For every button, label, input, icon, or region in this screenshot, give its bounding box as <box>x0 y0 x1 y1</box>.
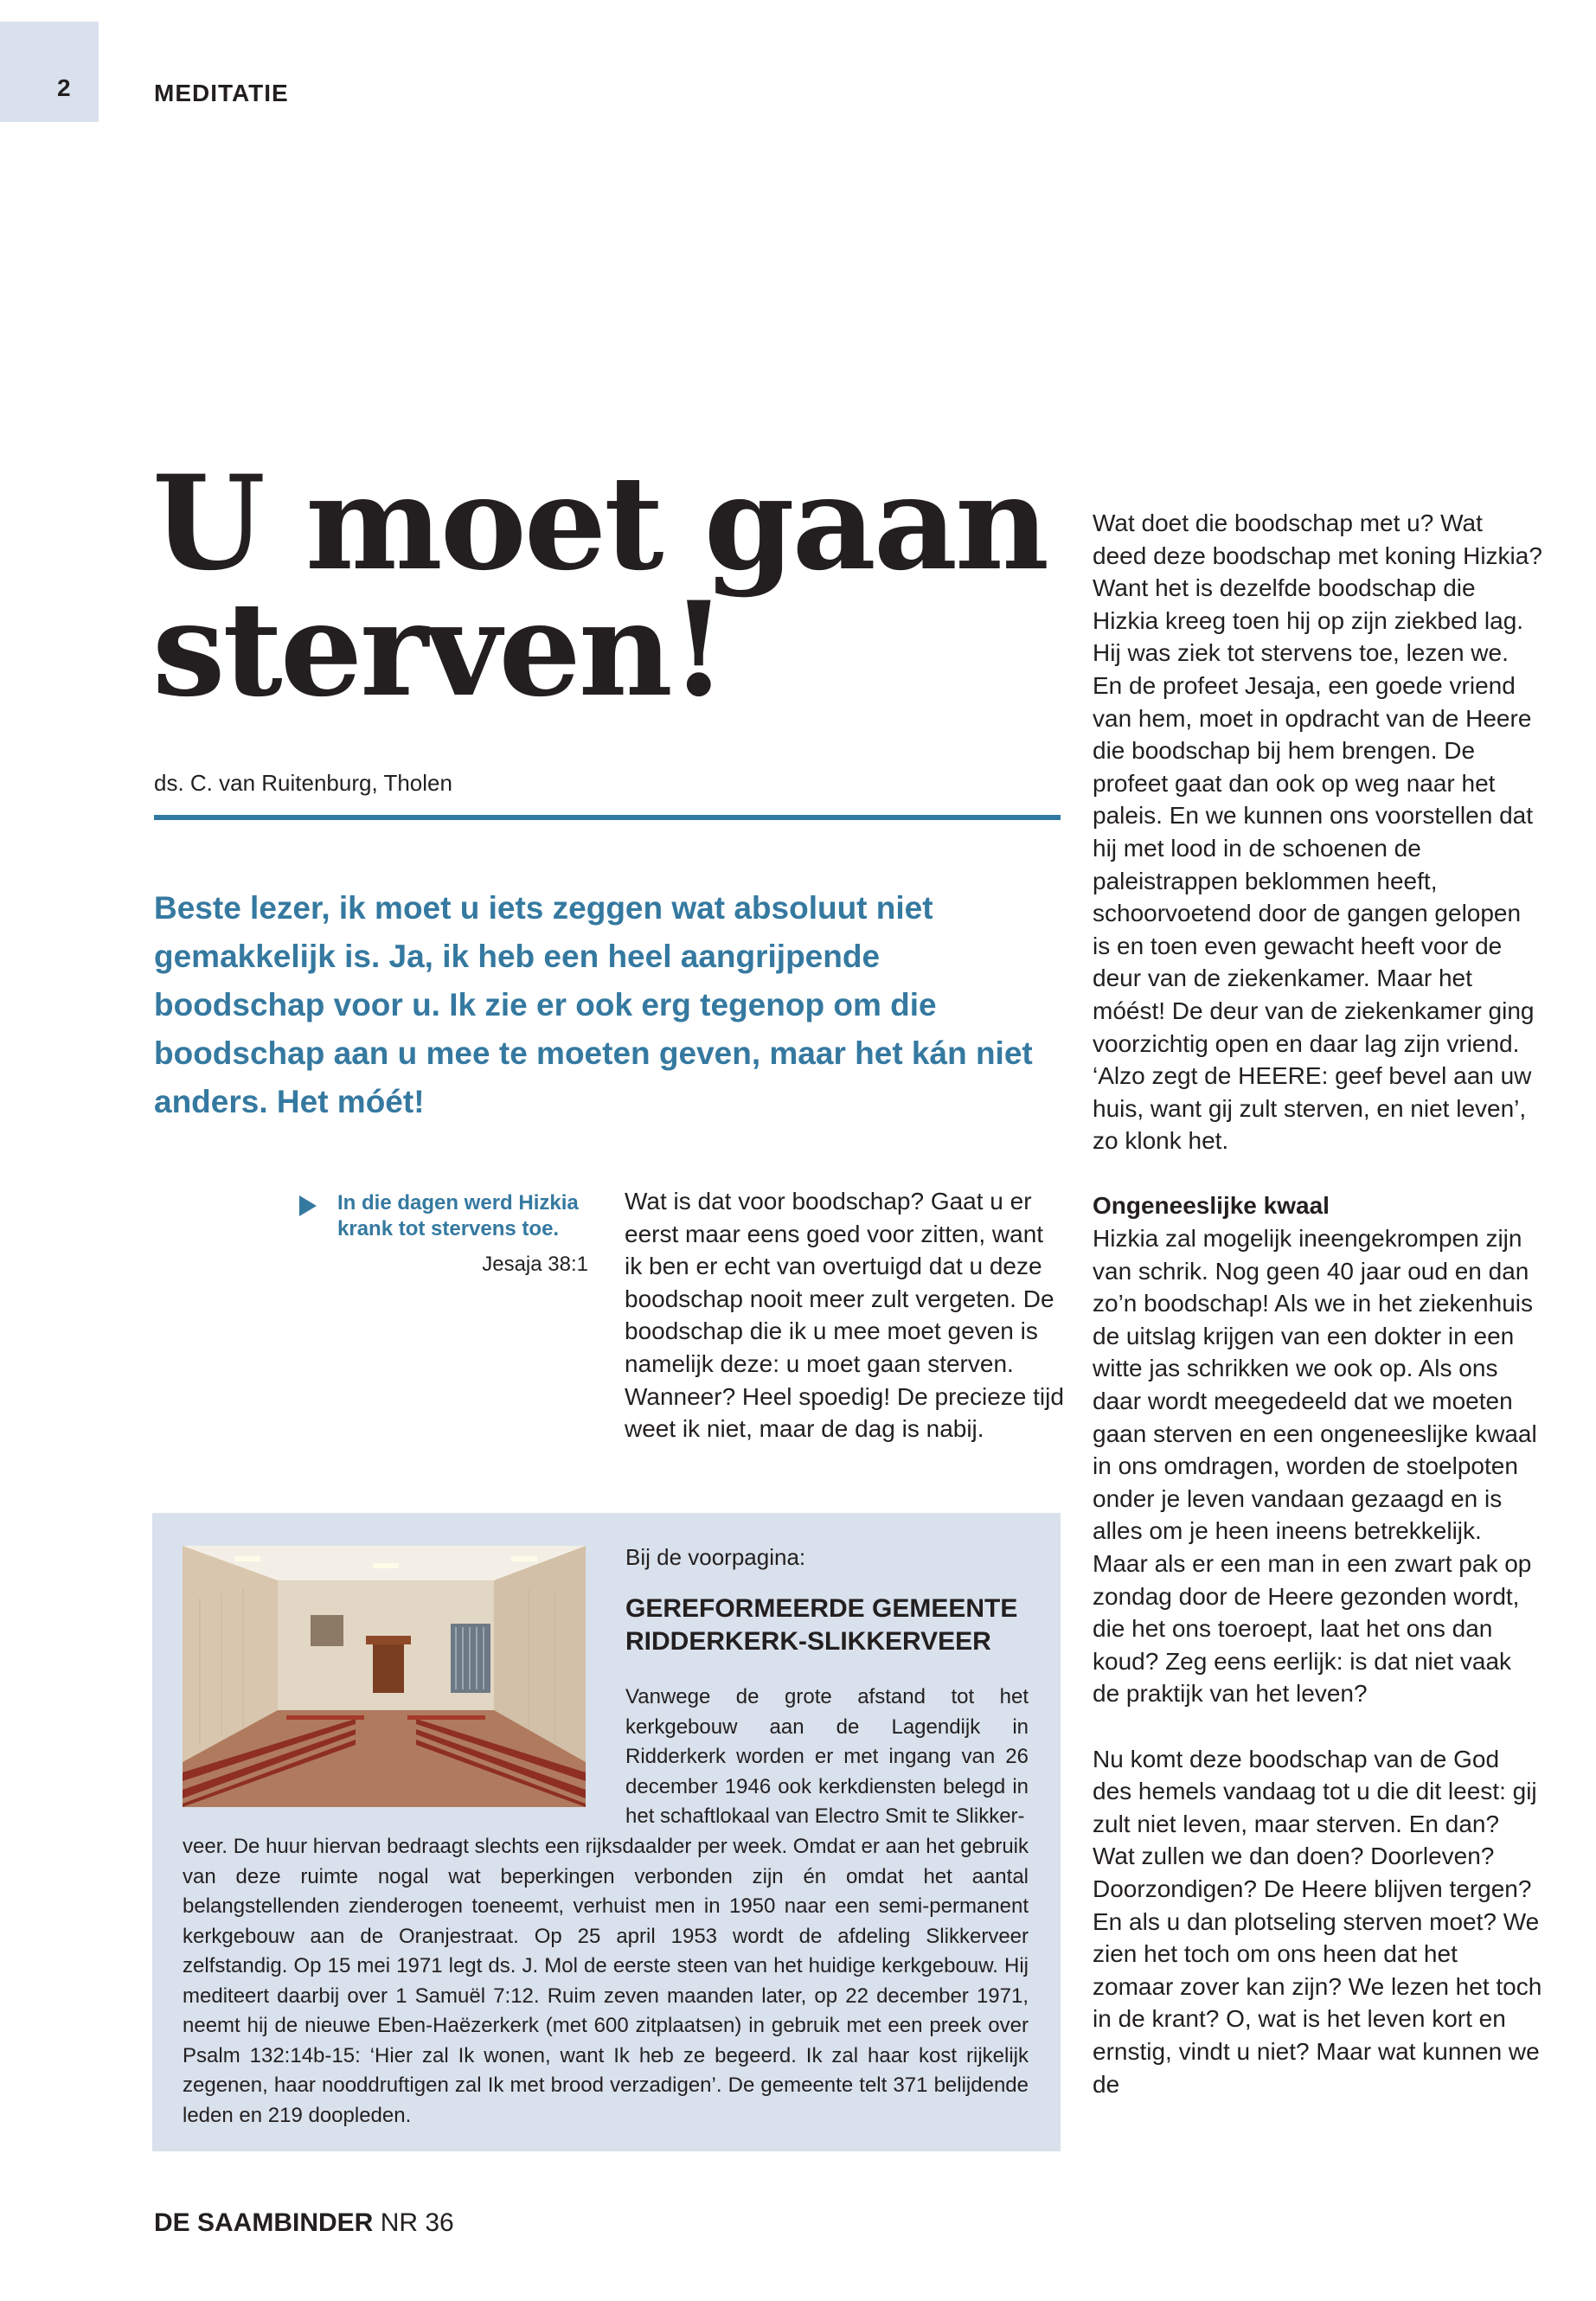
article-column-middle <box>625 1185 1066 1445</box>
paragraph-spacer <box>1093 1157 1542 1190</box>
box-text-continued: veer. De huur hiervan bedraagt slechts een rijksdaalder per week. Omdat er aan het gebruik van deze ruimte nogal wat beperkingen verbonden zijn én omdat het aantal belangstellenden zienderogen toeneemt, verhuist men in 1950 naar een semi-permanent kerkgebouw aan de Oranjestraat. Op 25 april 1953 wordt de afdeling Slikkerveer zelfstandig. Op 15 mei 1971 legt ds. J. Mol de eerste steen van het huidige kerkgebouw. Hij mediteert daarbij over 1 Samuël 7:12. Ruim zeven maanden later, op 22 december 1971, neemt hij de nieuwe Eben-Haëzerkerk (met 600 zitplaatsen) in gebruik met een preek over Psalm 132:14b-15: ‘Hier zal Ik wonen, want Ik heb ze begeerd. Ik zal haar kost rijkelijk zegenen, haar nooddruftigen zal Ik met brood verzadigen’. De gemeente telt 371 belijdende leden en 219 doopleden. <box>183 1835 1029 2127</box>
page-number: 2 <box>57 74 71 101</box>
box-title: GEREFORMEERDE GEMEENTE RIDDERKERK-SLIKKERVEER <box>625 1594 1018 1656</box>
page-number-tab <box>0 22 99 122</box>
play-arrow-icon <box>299 1195 317 1216</box>
body-paragraph: Wat is dat voor boodschap? Gaat u er eerst maar eens goed voor zitten, want ik ben er echt van overtuigd dat u deze boodschap nooit meer zult vergeten. De boodschap die ik u mee moet geven is namelijk deze: u moet gaan sterven. Wanneer? Heel spoedig! De precieze tijd weet ik niet, maar de dag is nabij. <box>625 1188 1064 1443</box>
bible-reference: Jesaja 38:1 <box>482 1253 588 1276</box>
body-paragraph: Wat doet die boodschap met u? Wat deed deze boodschap met koning Hizkia? Want het is dezelfde boodschap die Hizkia kreeg toen hij op zijn ziekbed lag. Hij was ziek tot stervens toe, lezen we. En de profeet Jesaja, een goede vriend van hem, moet in opdracht van de Heere die boodschap bij hem brengen. De profeet gaat dan ook op weg naar het paleis. En we kunnen ons voorstellen dat hij met lood in de schoenen de paleistrappen beklommen heeft, schoorvoetend door de gangen gelopen is en toen even gewacht heeft voor de deur van de ziekenkamer. Maar het móést! De deur van de ziekenkamer ging voorzichtig open en daar lag zijn vriend. ‘Alzo zegt de HEERE: geef bevel aan uw huis, want gij zult sterven, en niet leven’, zo klonk het. <box>1093 510 1542 1155</box>
box-intro-label: Bij de voorpagina: <box>625 1544 806 1570</box>
body-paragraph: Nu komt deze boodschap van de God des hemels vandaag tot u die dit leest: gij zult niet leven, maar sterven. En dan? Wat zullen we dan doen? Doorleven? Doorzondigen? De Heere blijven tergen? En als u dan plotseling sterven moet? We zien het toch om ons heen dat het zomaar zover kan zijn? We lezen het toch in de krant? O, wat is het leven kort en ernstig, vindt u niet? Maar wat kunnen we de <box>1093 1745 1542 2098</box>
body-paragraph: Hizkia zal mogelijk ineengekrompen zijn van schrik. Nog geen 40 jaar oud en dan zo’n boodschap! Als we in het ziekenhuis de uitslag krijgen van een dokter in een witte jas schrikken we ook op. Als ons daar wordt meegedeeld dat we moeten gaan sterven en een ongeneeslijke kwaal in ons omdragen, worden de stoelpoten onder je leven vandaan gezaagd en is alles om je heen ineens betrekkelijk. Maar als er een man in een zwart pak op zondag door de Heere gezonden wordt, die het ons toeroept, laat het ons dan koud? Zeg eens eerlijk: is dat niet vaak de praktijk van het leven? <box>1093 1225 1537 1708</box>
cover-info-box <box>152 1513 1061 2151</box>
article-column-right <box>1093 507 1542 2100</box>
church-interior-photo <box>183 1546 586 1807</box>
paragraph-spacer <box>1093 1710 1542 1743</box>
article-author: ds. C. van Ruitenburg, Tholen <box>154 770 452 796</box>
issue-number: NR 36 <box>380 2208 454 2237</box>
box-text: Vanwege de grote afstand tot het kerkgebouw aan de Lagendijk in Ridderkerk worden er met ingang van 26 december 1946 ook kerkdiensten belegd in het schaftlokaal van Electro Smit te Slikker- <box>625 1685 1029 1828</box>
article-title: U moet gaan sterven! <box>152 447 1048 726</box>
title-divider <box>154 815 1061 820</box>
publication-name: DE SAAMBINDER <box>154 2208 374 2237</box>
bible-quote: In die dagen werd Hizkia krank tot stervens toe. <box>337 1191 579 1240</box>
page-footer <box>154 2208 454 2238</box>
subheading: Ongeneeslijke kwaal <box>1093 1192 1330 1220</box>
section-label: MEDITATIE <box>154 80 289 106</box>
article-intro: Beste lezer, ik moet u iets zeggen wat absoluut niet gemakkelijk is. Ja, ik heb een heel aangrijpende boodschap voor u. Ik zie er ook erg tegenop om die boodschap aan u mee te moeten geven, maar het kán niet anders. Het móét! <box>154 890 1033 1119</box>
